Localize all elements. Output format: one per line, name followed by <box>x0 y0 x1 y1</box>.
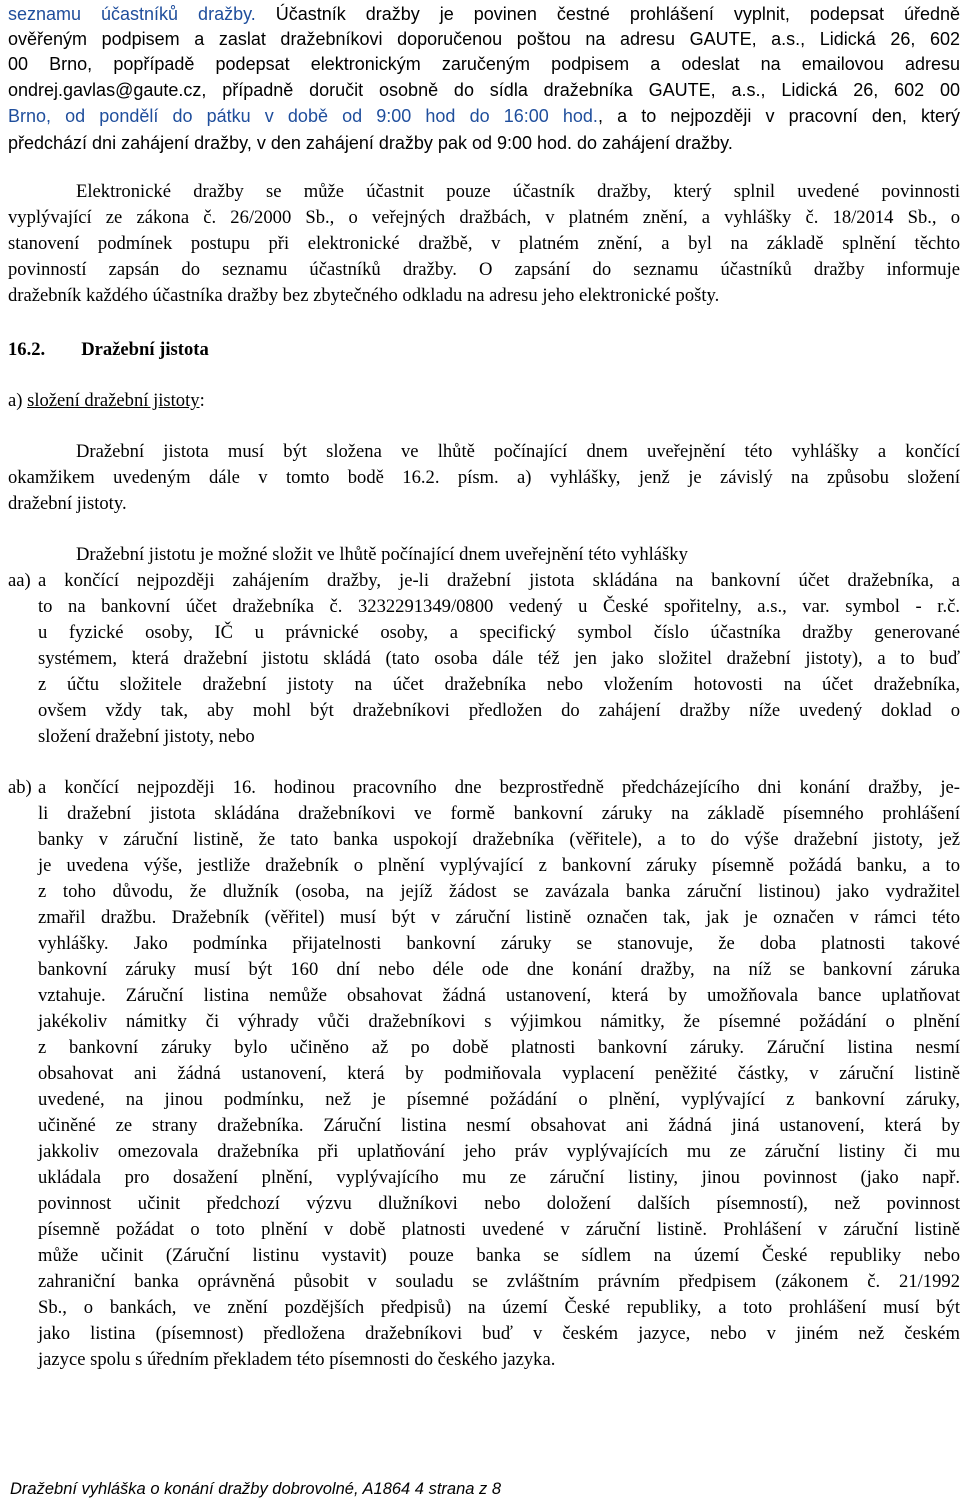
electronic-line-4-a: povinností zapsán do seznamu účastníků dražby. <box>8 259 480 280</box>
ab-line-20: zahraniční banka oprávněná působit v souladu se zvláštním právním předpisem (zákonem č. 21/1992 <box>38 1271 960 1292</box>
section-title: Dražební jistota <box>81 339 209 360</box>
ab-line-23: jazyce spolu s úředním překladem této písemnosti do českého jazyka. <box>38 1349 556 1370</box>
ab-line-5: z toho důvodu, že dlužník (osoba, na jejíž žádost se zavázala banka záruční listinou) jako vydražitel <box>38 881 960 902</box>
electronic-line-4-b: O zapsání do seznamu účastníků dražby informuje <box>479 259 960 280</box>
electronic-line-2-b: , o veřejných dražbách, v platném znění, a vyhlášky č. 18/2014 Sb. <box>329 207 932 228</box>
intro-line-5 <box>8 104 960 129</box>
ab-line-3: banky v záruční listině, že tato banka uspokojí dražebníka (věřitele), a to do výše dražební jistoty, jež <box>38 829 960 850</box>
electronic-line-2-c: , o <box>931 207 960 228</box>
electronic-line-3: stanovení podmínek postupu při elektronické dražbě, v platném znění, a byl na základě splnění těchto <box>8 233 960 254</box>
ab-line-13: uvedené, na jinou podmínku, než je písemné požádání o plnění, vyplývající z bankovní záruky, <box>38 1089 960 1110</box>
aa-line-3: u fyzické osoby, IČ u právnické osoby, a specifický symbol číslo účastníka dražby generované <box>38 622 960 643</box>
intro-line-1-a: seznamu účastníků dražby. <box>8 4 276 24</box>
ab-line-7: vyhlášky. Jako podmínka přijatelnosti bankovní záruky se stanovuje, že doba platnosti takové <box>38 933 960 954</box>
intro-line-6: předchází dni zahájení dražby, v den zahájení dražby pak od 9:00 hod. do zahájení dražby. <box>8 133 733 153</box>
ab-line-14: učiněné ze strany dražebníka. Záruční listina nesmí obsahovat ani žádná jiná ustanovení, která by <box>38 1115 960 1136</box>
ab-line-10: jakékoliv námitky či výhrady vůči dražebníkovi s výjimkou námitky, že písemné požádání o plnění <box>38 1011 960 1032</box>
intro-line-4: ondrej.gavlas@gaute.cz, případně doručit osobně do sídla dražebníka GAUTE, a.s., Lidická 26, 602 00 <box>8 80 960 100</box>
ab-label: ab) <box>8 777 32 798</box>
lhuta-intro: Dražební jistotu je možné složit ve lhůtě počínající dnem uveřejnění této vyhlášky <box>76 544 688 565</box>
page-footer: Dražební vyhláška o konání dražby dobrovolné, A1864 4 strana z 8 <box>10 1480 502 1498</box>
ab-line-16: ukládala pro dosažení plnění, vyplývajícího mu ze záruční listiny, jinou povinnost (jako např. <box>38 1167 960 1188</box>
electronic-line-2 <box>8 206 960 230</box>
subsection-a-heading <box>8 389 205 413</box>
ab-line-9: vztahuje. Záruční listina nemůže obsahovat žádná ustanovení, která by umožňovala bance uplatňovat <box>38 985 960 1006</box>
ab-line-22: jako listina (písemnost) předložena dražebníkovi buď v českém jazyce, nebo v jiném než českém <box>38 1323 960 1344</box>
intro-line-1-b: Účastník dražby je povinen čestné prohlášení vyplnit, podepsat úředně <box>275 4 960 24</box>
aa-line-2: to na bankovní účet dražebníka č. 3232291349/0800 vedený u České spořitelny, a.s., var. symbol - r.č. <box>38 596 960 617</box>
ab-line-17: povinnost učinit předchozí výzvu dlužníkovi nebo doložení dalších písemností), než povinnost <box>38 1193 960 1214</box>
ab-line-11: z bankovní záruky bylo učiněno až po době platnosti bankovní záruky. Záruční listina nesmí <box>38 1037 960 1058</box>
ab-line-21: Sb., o bankách, ve znění pozdějších předpisů) na území České republiky, a toto prohlášení musí být <box>38 1297 960 1318</box>
ab-line-2: li dražební jistota skládána dražebníkovi ve formě bankovní záruky na základě písemného prohlášení <box>38 803 960 824</box>
subsection-a-prefix: a) <box>8 390 28 411</box>
jistota-line-3: dražební jistoty. <box>8 493 127 514</box>
intro-line-1 <box>8 2 960 27</box>
ab-line-18: písemně požádat o toto plnění v době platnosti uvedené v záruční listině. Prohlášení v záruční listině <box>38 1219 960 1240</box>
electronic-line-1: Elektronické dražby se může účastnit pouze účastník dražby, který splnil uvedené povinnosti <box>76 181 960 202</box>
section-number: 16.2. <box>8 339 46 360</box>
ab-line-4: je uvedena výše, jestliže dražebník o plnění vyplývající z bankovní záruky písemně požádá banku, a to <box>38 855 960 876</box>
jistota-line-1: Dražební jistota musí být složena ve lhůtě počínající dnem uveřejnění této vyhlášky a končící <box>76 441 960 462</box>
ab-line-8: bankovní záruky musí být 160 dní nebo déle ode dne konání dražby, na níž se bankovní záruka <box>38 959 960 980</box>
aa-line-5: z účtu složitele dražební jistoty na účet dražebníka nebo vložením hotovosti na účet dražebníka, <box>38 674 960 695</box>
aa-line-4: systémem, která dražební jistotu skládá (tato osoba dále též jen jako složitel dražební jistoty), a to buď <box>38 648 960 669</box>
intro-line-5-b: , a to nejpozději v pracovní den, který <box>597 106 960 126</box>
intro-line-5-a: Brno, od pondělí do pátku v době od 9:00 hod do 16:00 hod. <box>8 106 598 126</box>
subsection-a-title: složení dražební jistoty <box>27 390 200 411</box>
jistota-line-2: okamžikem uvedeným dále v tomto bodě 16.2. písm. a) vyhlášky, jenž je závislý na způsobu složení <box>8 467 960 488</box>
aa-line-7: složení dražební jistoty, nebo <box>38 726 255 747</box>
section-heading <box>8 338 209 362</box>
intro-line-3: 00 Brno, popřípadě podepsat elektronickým zaručeným podpisem a odeslat na emailovou adresu <box>8 54 960 74</box>
subsection-a-suffix: : <box>199 390 205 411</box>
ab-line-1: a končící nejpozději 16. hodinou pracovního dne bezprostředně předcházejícího dni konání dražby, je- <box>38 777 960 798</box>
aa-label: aa) <box>8 570 31 591</box>
ab-line-15: jakkoliv omezovala dražebníka při uplatňování jeho práv vyplývajících mu ze záruční listiny či mu <box>38 1141 960 1162</box>
aa-line-6: ovšem vždy tak, aby mohl být dražebníkovi předložen do zahájení dražby níže uvedený doklad o <box>38 700 960 721</box>
aa-line-1: a končící nejpozději zahájením dražby, je-li dražební jistota skládána na bankovní účet dražebníka, a <box>38 570 960 591</box>
electronic-line-5: dražebník každého účastníka dražby bez zbytečného odkladu na adresu jeho elektronické pošty. <box>8 285 720 306</box>
electronic-line-4 <box>8 258 960 282</box>
electronic-line-2-a: vyplývající ze zákona č. 26/2000 Sb. <box>8 207 330 228</box>
intro-line-2: ověřeným podpisem a zaslat dražebníkovi doporučenou poštou na adresu GAUTE, a.s., Lidická 26, 602 <box>8 29 960 49</box>
ab-line-12: obsahovat ani žádná ustanovení, která by podmiňovala vyplacení peněžité částky, v záruční listině <box>38 1063 960 1084</box>
ab-line-6: zmařil dražbu. Dražebník (věřitel) musí být v záruční listině označen tak, jak je označen v rámci této <box>38 907 960 928</box>
ab-line-19: může učinit (Záruční listinu vystavit) pouze banka se sídlem na území České republiky nebo <box>38 1245 960 1266</box>
